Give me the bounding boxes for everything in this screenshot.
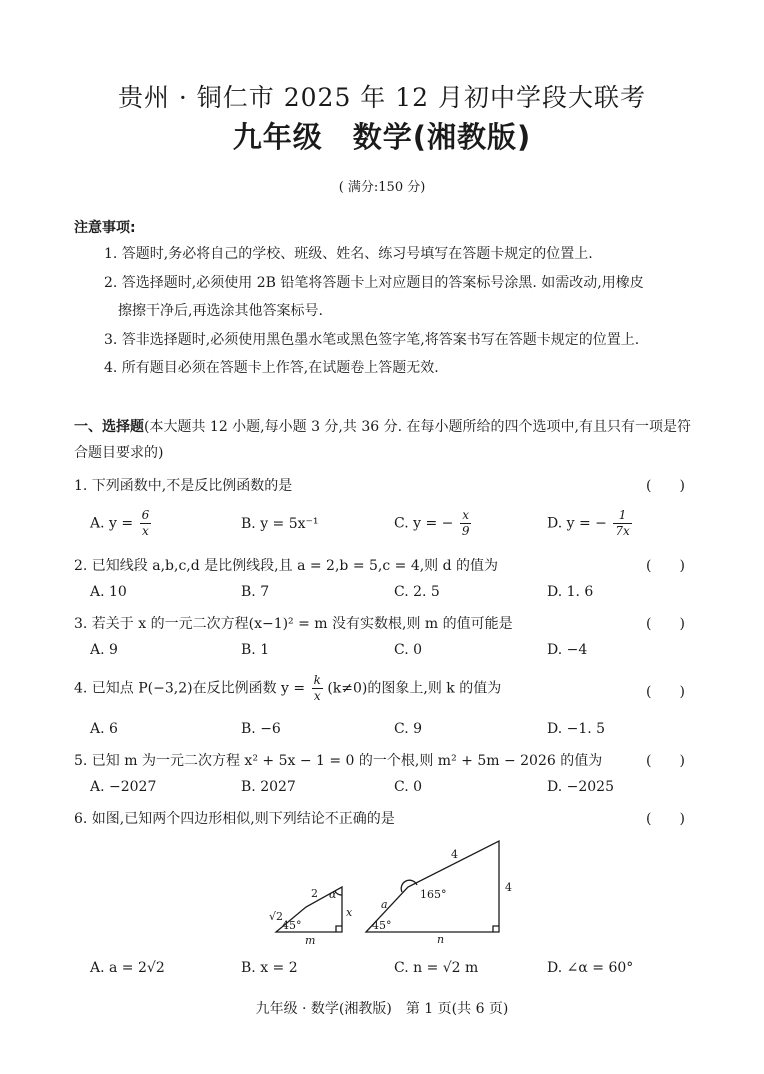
- label-x: x: [346, 906, 353, 919]
- fraction: [140, 508, 152, 539]
- option-a: A. 9: [90, 642, 118, 658]
- denominator: x: [141, 524, 149, 538]
- option-c: C. 0: [394, 779, 423, 795]
- option-a: [90, 508, 151, 539]
- option-a: A. a = 2√2: [90, 960, 165, 976]
- stem-text: 4. 已知点 P(−3,2)在反比例函数 y =: [74, 680, 306, 697]
- note-item: 3. 答非选择题时,必须使用黑色墨水笔或黑色签字笔,将答案书写在答题卡规定的位置上.: [104, 332, 640, 348]
- option-b: B. 2027: [241, 779, 296, 795]
- stem-text: (k≠0)的图象上,则 k 的值为: [327, 680, 502, 697]
- option-c: C. 2. 5: [394, 584, 440, 600]
- notes-title: 注意事项:: [74, 220, 136, 236]
- label-sqrt2: √2: [269, 910, 284, 923]
- option-b: B. −6: [241, 721, 281, 737]
- label-45-small: 45°: [282, 919, 302, 932]
- option-a: A. −2027: [90, 779, 157, 795]
- fraction: [460, 508, 472, 539]
- label-a: a: [381, 898, 388, 911]
- section-desc: (本大题共 12 小题,每小题 3 分,共 36 分. 在每小题所给的四个选项中,有且只有一项是符合题目要求的): [74, 419, 691, 461]
- option-c: C. 0: [394, 642, 423, 658]
- numerator: 1: [613, 508, 631, 524]
- option-d: [547, 508, 632, 539]
- label-165: 165°: [420, 888, 447, 901]
- question-stem: 3. 若关于 x 的一元二次方程(x−1)² = m 没有实数根,则 m 的值可能是: [74, 616, 513, 632]
- option-a: A. 6: [90, 721, 118, 737]
- answer-paren: ( ): [646, 478, 685, 494]
- right-angle-mark: [336, 926, 342, 932]
- section-heading: [74, 414, 694, 466]
- section-title: 一、选择题: [74, 419, 144, 435]
- question-stem: 2. 已知线段 a,b,c,d 是比例线段,且 a = 2,b = 5,c = 4,则 d 的值为: [74, 558, 499, 574]
- option-b: B. y = 5x⁻¹: [241, 516, 319, 532]
- option-text: D. y = −: [547, 515, 607, 532]
- answer-paren: ( ): [646, 558, 685, 574]
- full-score: ( 满分:150 分): [338, 180, 426, 195]
- exam-subtitle: 九年级 数学(湘教版): [232, 120, 532, 154]
- denominator: 9: [461, 524, 470, 538]
- option-b: B. 1: [241, 642, 270, 658]
- option-a: A. 10: [90, 584, 127, 600]
- numerator: k: [313, 673, 321, 687]
- note-item: 2. 答选择题时,必须使用 2B 铅笔将答题卡上对应题目的答案标号涂黑. 如需改动,用橡皮: [104, 275, 644, 291]
- option-d: D. −1. 5: [547, 721, 606, 737]
- answer-paren: ( ): [646, 753, 685, 769]
- fraction: [613, 508, 631, 539]
- answer-paren: ( ): [646, 616, 685, 632]
- option-b: B. 7: [241, 584, 270, 600]
- question-stem: 1. 下列函数中,不是反比例函数的是: [74, 478, 293, 494]
- numerator: x: [460, 508, 472, 524]
- note-item: 4. 所有题目必须在答题卡上作答,在试题卷上答题无效.: [104, 360, 439, 376]
- option-d: D. −2025: [547, 779, 614, 795]
- label-45-large: 45°: [372, 919, 392, 932]
- question-stem: [74, 673, 501, 704]
- label-2: 2: [311, 887, 318, 900]
- option-d: D. ∠α = 60°: [547, 960, 634, 976]
- label-n: n: [437, 933, 445, 946]
- fraction: [312, 673, 323, 704]
- answer-paren: ( ): [646, 684, 685, 700]
- note-item: 1. 答题时,务必将自己的学校、班级、姓名、练习号填写在答题卡规定的位置上.: [104, 246, 593, 262]
- page-footer: 九年级 · 数学(湘教版) 第 1 页(共 6 页): [255, 1001, 509, 1017]
- option-text: C. y = −: [394, 515, 454, 532]
- option-text: A. y =: [90, 515, 134, 532]
- option-d: D. 1. 6: [547, 584, 594, 600]
- label-4-top: 4: [451, 848, 458, 861]
- label-m: m: [305, 934, 316, 947]
- exam-title: 贵州 · 铜仁市 2025 年 12 月初中学段大联考: [117, 83, 647, 112]
- answer-paren: ( ): [646, 811, 685, 827]
- option-d: D. −4: [547, 642, 588, 658]
- denominator: 7x: [615, 524, 630, 538]
- label-4-right: 4: [505, 881, 512, 894]
- quadrilateral-figure: [260, 836, 520, 948]
- label-alpha: α: [329, 888, 337, 901]
- right-angle-mark: [493, 926, 499, 932]
- option-c: [394, 508, 471, 539]
- note-item: 擦擦干净后,再选涂其他答案标号.: [118, 303, 323, 319]
- question-stem: 6. 如图,已知两个四边形相似,则下列结论不正确的是: [74, 811, 395, 827]
- option-b: B. x = 2: [241, 960, 298, 976]
- option-c: C. 9: [394, 721, 423, 737]
- option-c: C. n = √2 m: [394, 960, 479, 976]
- numerator: 6: [141, 508, 150, 522]
- question-stem: 5. 已知 m 为一元二次方程 x² + 5x − 1 = 0 的一个根,则 m² + 5m − 2026 的值为: [74, 753, 603, 769]
- denominator: x: [313, 689, 321, 703]
